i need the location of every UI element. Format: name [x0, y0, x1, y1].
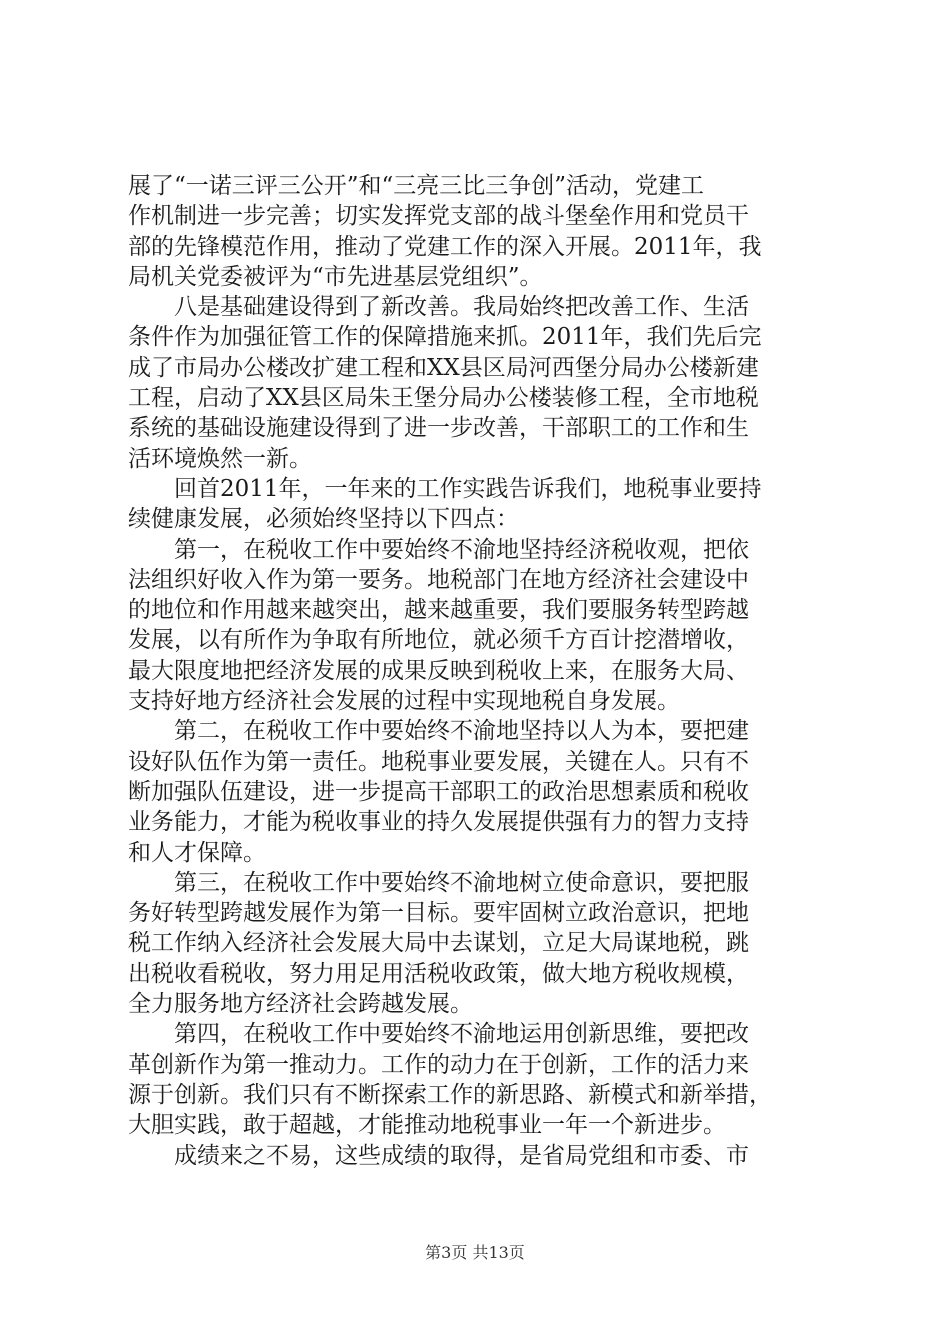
- text-line: 八是基础建设得到了新改善。我局始终把改善工作、生活: [128, 294, 749, 321]
- text-line: 全力服务地方经济社会跨越发展。: [128, 991, 473, 1018]
- document-body: [128, 171, 848, 1171]
- text-line: 局机关党委被评为“市先进基层党组织”。: [128, 263, 543, 290]
- text-line: 回首2011年，一年来的工作实践告诉我们，地税事业要持: [128, 475, 762, 502]
- text-line: 工程，启动了XX县区局朱王堡分局办公楼装修工程，全市地税: [128, 385, 759, 412]
- text-line: 支持好地方经济社会发展的过程中实现地税自身发展。: [128, 688, 680, 715]
- text-line: 成绩来之不易，这些成绩的取得，是省局党组和市委、市: [128, 1142, 749, 1169]
- text-line: 最大限度地把经济发展的成果反映到税收上来，在服务大局、: [128, 657, 749, 684]
- text-line: 业务能力，才能为税收事业的持久发展提供强有力的智力支持: [128, 809, 749, 836]
- text-line: 展了“一诺三评三公开”和“三亮三比三争创”活动，党建工: [128, 173, 705, 199]
- text-line: 系统的基础设施建设得到了进一步改善，干部职工的工作和生: [128, 415, 749, 442]
- text-line: 法组织好收入作为第一要务。地税部门在地方经济社会建设中: [128, 566, 749, 593]
- text-line: 作机制进一步完善；切实发挥党支部的战斗堡垒作用和党员干: [128, 203, 749, 230]
- text-line: 出税收看税收，努力用足用活税收政策，做大地方税收规模，: [128, 960, 749, 987]
- text-line: 部的先锋模范作用，推动了党建工作的深入开展。2011年，我: [128, 233, 762, 260]
- text-line: 大胆实践，敢于超越，才能推动地税事业一年一个新进步。: [128, 1112, 726, 1139]
- text-line: 第三，在税收工作中要始终不渝地树立使命意识，要把服: [128, 869, 749, 896]
- text-line: 断加强队伍建设，进一步提高干部职工的政治思想素质和税收: [128, 778, 749, 805]
- text-line: 的地位和作用越来越突出，越来越重要，我们要服务转型跨越: [128, 597, 749, 624]
- text-line: 源于创新。我们只有不断探索工作的新思路、新模式和新举措，: [128, 1081, 772, 1108]
- text-line: 续健康发展，必须始终坚持以下四点：: [128, 506, 519, 533]
- text-line: 第四，在税收工作中要始终不渝地运用创新思维，要把改: [128, 1021, 749, 1048]
- text-line: 条件作为加强征管工作的保障措施来抓。2011年，我们先后完: [128, 324, 762, 351]
- text-line: 务好转型跨越发展作为第一目标。要牢固树立政治意识，把地: [128, 900, 749, 927]
- text-line: 税工作纳入经济社会发展大局中去谋划，立足大局谋地税，跳: [128, 930, 749, 957]
- text-line: 发展，以有所作为争取有所地位，就必须千方百计挖潜增收，: [128, 627, 749, 654]
- text-line: 第二，在税收工作中要始终不渝地坚持以人为本，要把建: [128, 718, 749, 745]
- text-line: 活环境焕然一新。: [128, 445, 312, 472]
- text-line: 设好队伍作为第一责任。地税事业要发展，关键在人。只有不: [128, 748, 749, 775]
- text-line: 和人才保障。: [128, 839, 266, 866]
- text-line: 第一，在税收工作中要始终不渝地坚持经济税收观，把依: [128, 536, 749, 563]
- text-line: 成了市局办公楼改扩建工程和XX县区局河西堡分局办公楼新建: [128, 354, 759, 381]
- page-number-footer: 第3页 共13页: [425, 1243, 525, 1262]
- text-line: 革创新作为第一推动力。工作的动力在于创新，工作的活力来: [128, 1051, 749, 1078]
